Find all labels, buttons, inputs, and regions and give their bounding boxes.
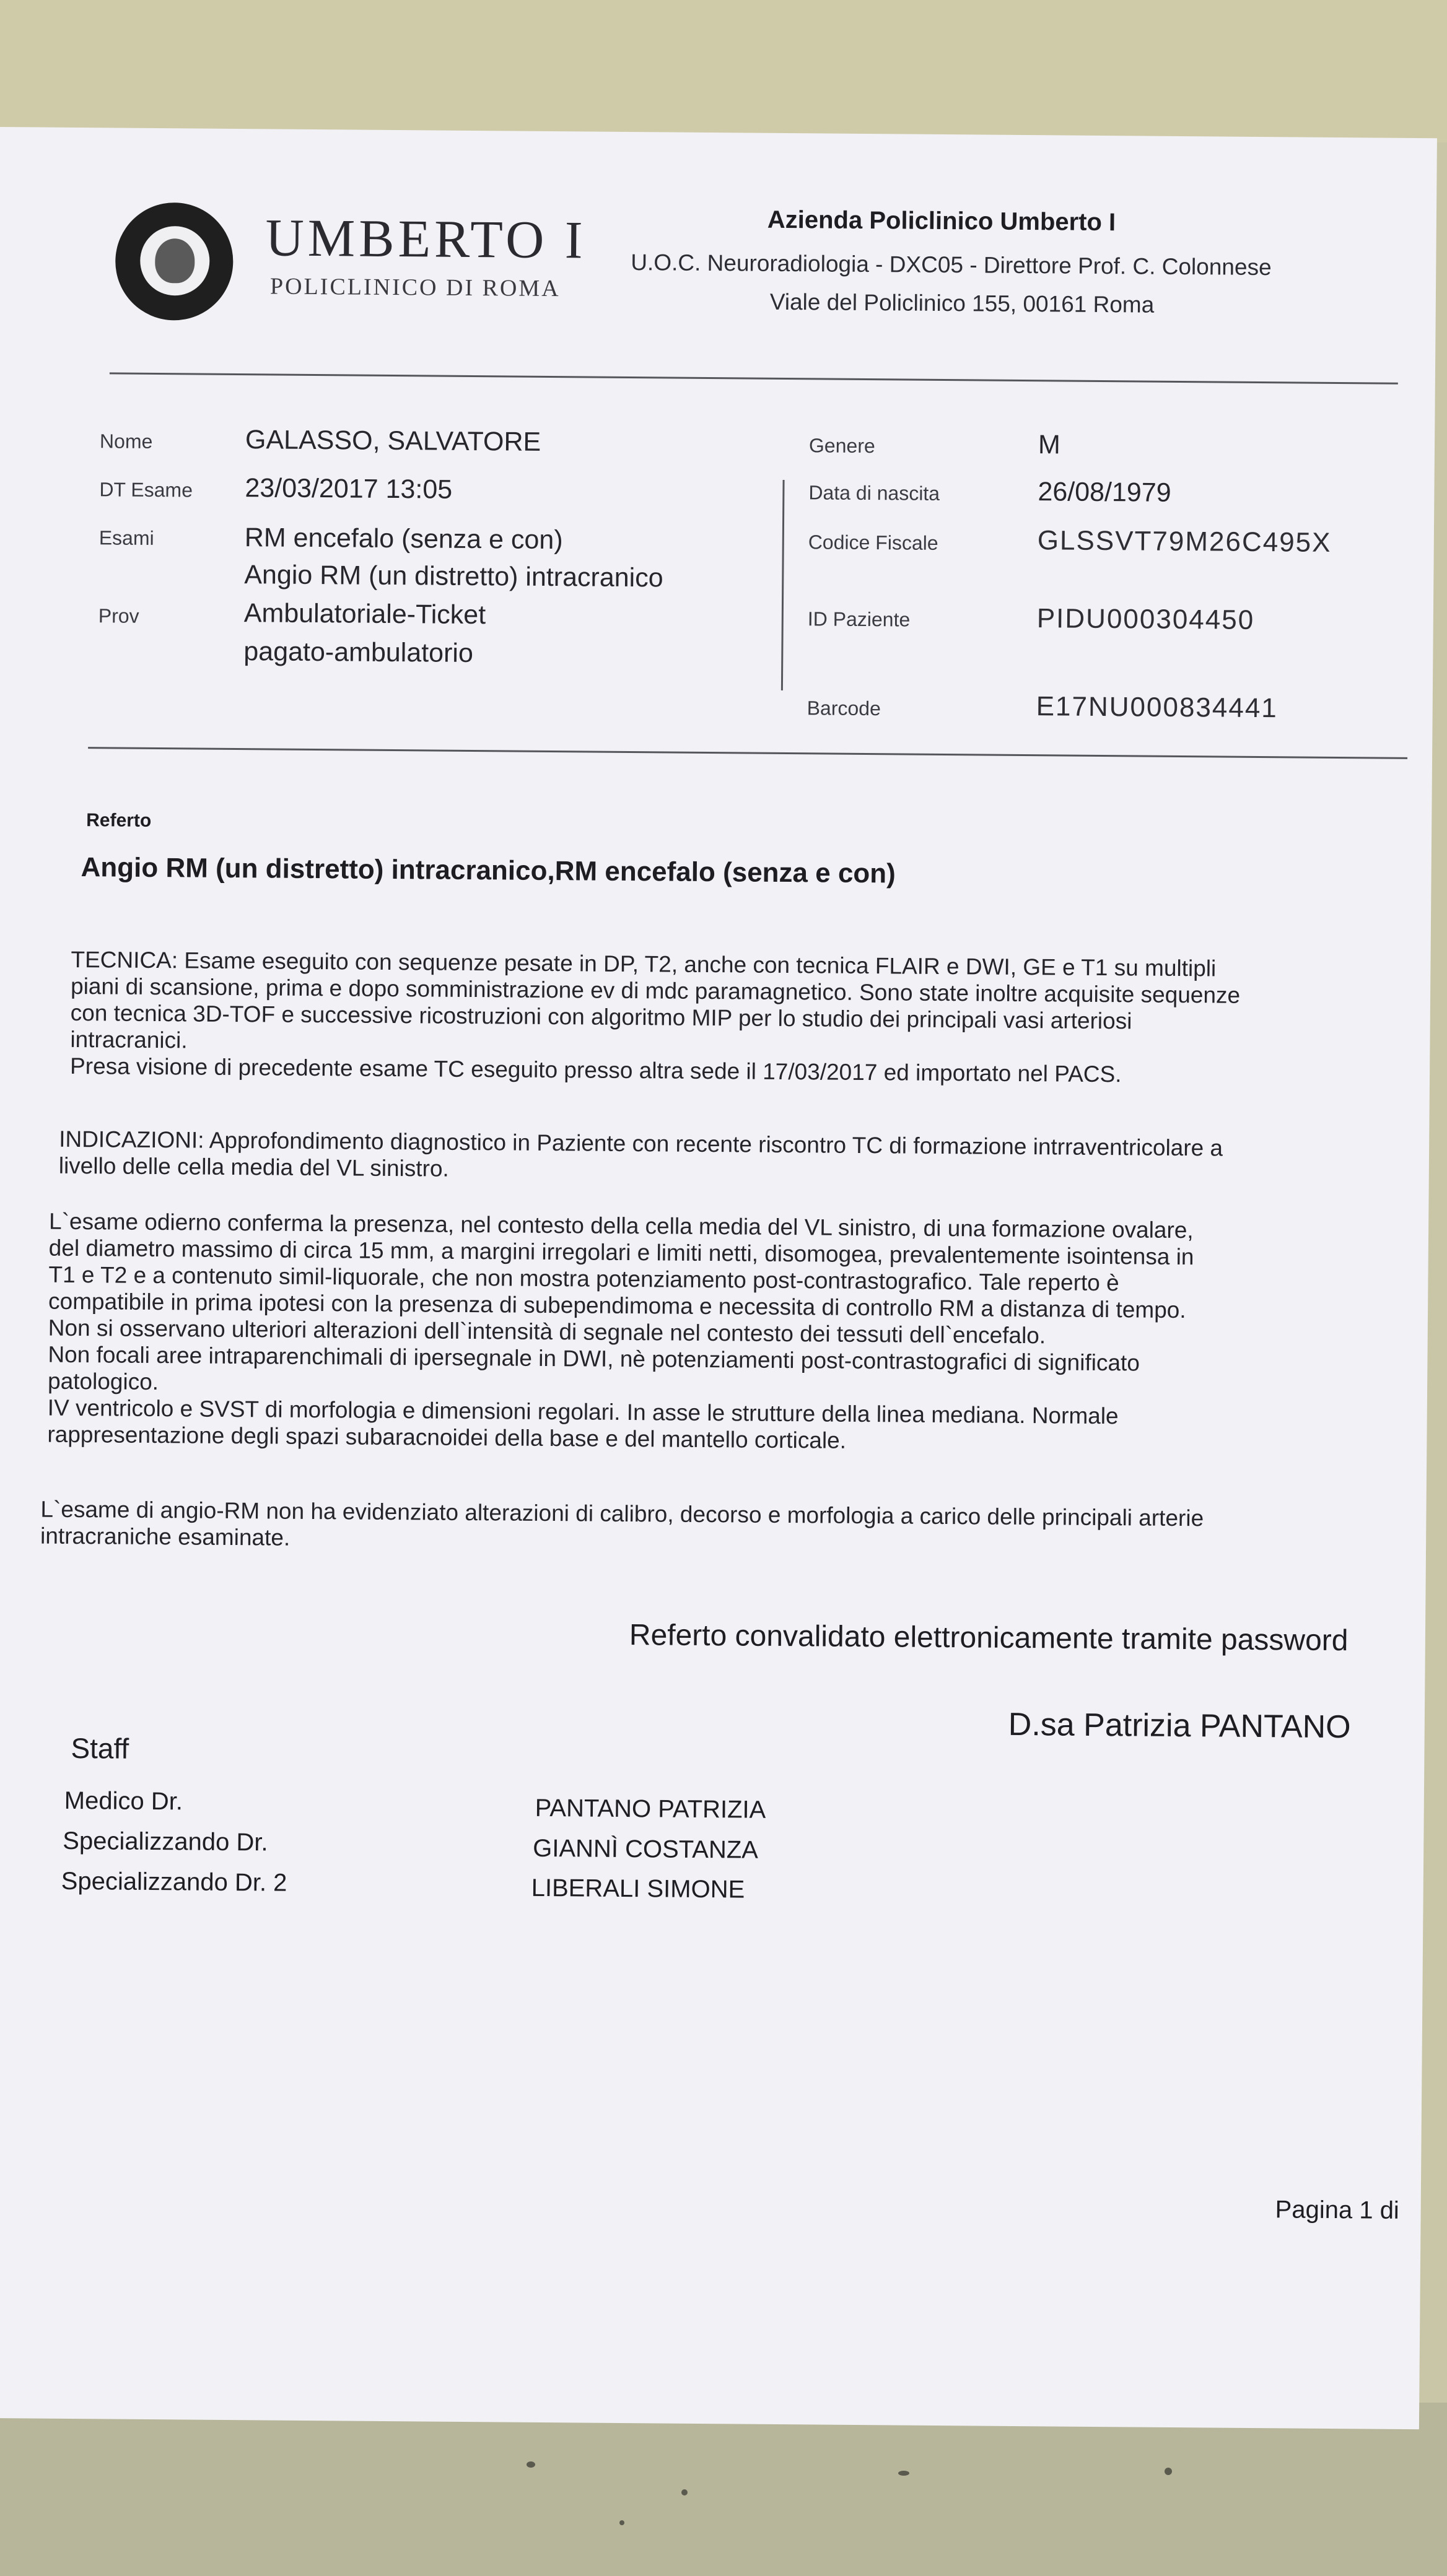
desk-speck (619, 2520, 624, 2525)
id-paziente-value: PIDU000304450 (1036, 603, 1255, 635)
validation-note: Referto convalidato elettronicamente tramite password (629, 1619, 1349, 1658)
text-line: con tecnica 3D-TOF e successive ricostruzioni con algoritmo MIP per lo studio dei principali vasi arteriosi (70, 999, 1132, 1034)
logo-head-icon (155, 238, 195, 284)
staff-name: GIANNÌ COSTANZA (533, 1834, 759, 1864)
text-line: compatibile in prima ipotesi con la presenza di subependimoma e necessita di controllo RM a distanza di tempo. (48, 1288, 1186, 1323)
barcode-value: E17NU000834441 (1036, 691, 1278, 724)
desk-background-bottom (0, 2403, 1447, 2576)
cf-label: Codice Fiscale (808, 531, 938, 554)
signer-name: D.sa Patrizia PANTANO (1008, 1706, 1351, 1746)
angio-paragraph (40, 1496, 1204, 1559)
genere-value: M (1038, 430, 1061, 460)
brand-subtitle: POLICLINICO DI ROMA (269, 273, 561, 302)
header-divider (110, 372, 1398, 384)
brand-name: UMBERTO I (265, 207, 587, 270)
text-line: Non focali aree intraparenchimali di ipersegnale in DWI, nè potenziamenti post-contrastografici di significato (48, 1341, 1140, 1376)
barcode-label: Barcode (807, 697, 881, 720)
cf-value: GLSSVT79M26C495X (1037, 525, 1332, 558)
staff-name: LIBERALI SIMONE (531, 1874, 745, 1904)
page-number: Pagina 1 di (1275, 2196, 1399, 2224)
patient-divider (88, 747, 1407, 759)
text-line: del diametro massimo di circa 15 mm, a margini irregolari e limiti netti, disomogea, prevalentemente isointensa in (48, 1235, 1194, 1270)
nome-label: Nome (99, 430, 153, 453)
text-line: intracranici. (70, 1026, 188, 1053)
staff-role: Specializzando Dr. (63, 1827, 268, 1856)
esami-line-1: RM encefalo (senza e con) (244, 523, 563, 555)
staff-role: Specializzando Dr. 2 (61, 1867, 287, 1897)
prov-label: Prov (98, 604, 139, 627)
staff-role: Medico Dr. (64, 1786, 183, 1816)
report-sheet (0, 127, 1437, 2429)
nascita-label: Data di nascita (808, 481, 940, 505)
report-title: Angio RM (un distretto) intracranico,RM encefalo (senza e con) (81, 852, 896, 889)
prov-line-1: Ambulatoriale-Ticket (243, 598, 486, 630)
referto-label: Referto (86, 810, 152, 831)
dt-esame-label: DT Esame (99, 478, 193, 502)
desk-speck (681, 2489, 688, 2496)
tecnica-paragraph (70, 946, 1241, 1089)
desk-speck (898, 2471, 909, 2476)
dt-esame-value: 23/03/2017 13:05 (245, 473, 453, 505)
text-line: Non si osservano ulteriori alterazioni dell`intensità di segnale nel contesto dei tessuti dell`encefalo. (48, 1315, 1046, 1349)
text-line: rappresentazione degli spazi subaracnoidei della base e del mantello corticale. (47, 1421, 847, 1453)
text-line: L`esame di angio-RM non ha evidenziato alterazioni di calibro, decorso e morfologia a carico delle principali arterie (40, 1496, 1204, 1531)
esami-line-2: Angio RM (un distretto) intracranico (244, 560, 663, 593)
text-line: piani di scansione, prima e dopo somministrazione ev di mdc paramagnetico. Sono state inoltre acquisite sequenze (70, 973, 1241, 1008)
prov-line-2: pagato-ambulatorio (243, 637, 474, 669)
department-line: U.O.C. Neuroradiologia - DXC05 - Direttore Prof. C. Colonnese (631, 250, 1272, 281)
text-line: L`esame odierno conferma la presenza, nel contesto della cella media del VL sinistro, di una formazione ovalare, (48, 1208, 1194, 1243)
indicazioni-paragraph (59, 1126, 1223, 1188)
nascita-value: 26/08/1979 (1038, 477, 1171, 508)
text-line: INDICAZIONI: Approfondimento diagnostico in Paziente con recente riscontro TC di formazione intrraventricolare a (59, 1126, 1223, 1161)
id-paziente-label: ID Paziente (807, 607, 911, 631)
desk-speck (527, 2461, 535, 2468)
patient-column-divider (781, 480, 785, 690)
institution-name: Azienda Policlinico Umberto I (767, 206, 1116, 237)
text-line: intracraniche esaminate. (40, 1523, 291, 1551)
staff-title: Staff (71, 1731, 129, 1765)
text-line: TECNICA: Esame eseguito con sequenze pesate in DP, T2, anche con tecnica FLAIR e DWI, GE e T1 su multipli (71, 946, 1217, 981)
esami-label: Esami (98, 526, 154, 549)
text-line: livello delle cella media del VL sinistro. (58, 1152, 449, 1181)
text-line: IV ventricolo e SVST di morfologia e dimensioni regolari. In asse le strutture della linea mediana. Normale (47, 1395, 1119, 1429)
nome-value: GALASSO, SALVATORE (245, 425, 541, 457)
staff-name: PANTANO PATRIZIA (535, 1794, 766, 1824)
text-line: Presa visione di precedente esame TC eseguito presso altra sede il 17/03/2017 ed importato nel PACS. (69, 1053, 1122, 1087)
address-line: Viale del Policlinico 155, 00161 Roma (769, 289, 1155, 318)
desk-speck (1165, 2468, 1172, 2475)
text-line: patologico. (47, 1368, 159, 1395)
findings-paragraph (47, 1208, 1194, 1457)
text-line: T1 e T2 e a contenuto simil-liquorale, che non mostra potenziamento post-contrastografico. Tale reperto è (48, 1261, 1119, 1296)
desk-background-top (0, 0, 1447, 142)
genere-label: Genere (808, 434, 875, 458)
